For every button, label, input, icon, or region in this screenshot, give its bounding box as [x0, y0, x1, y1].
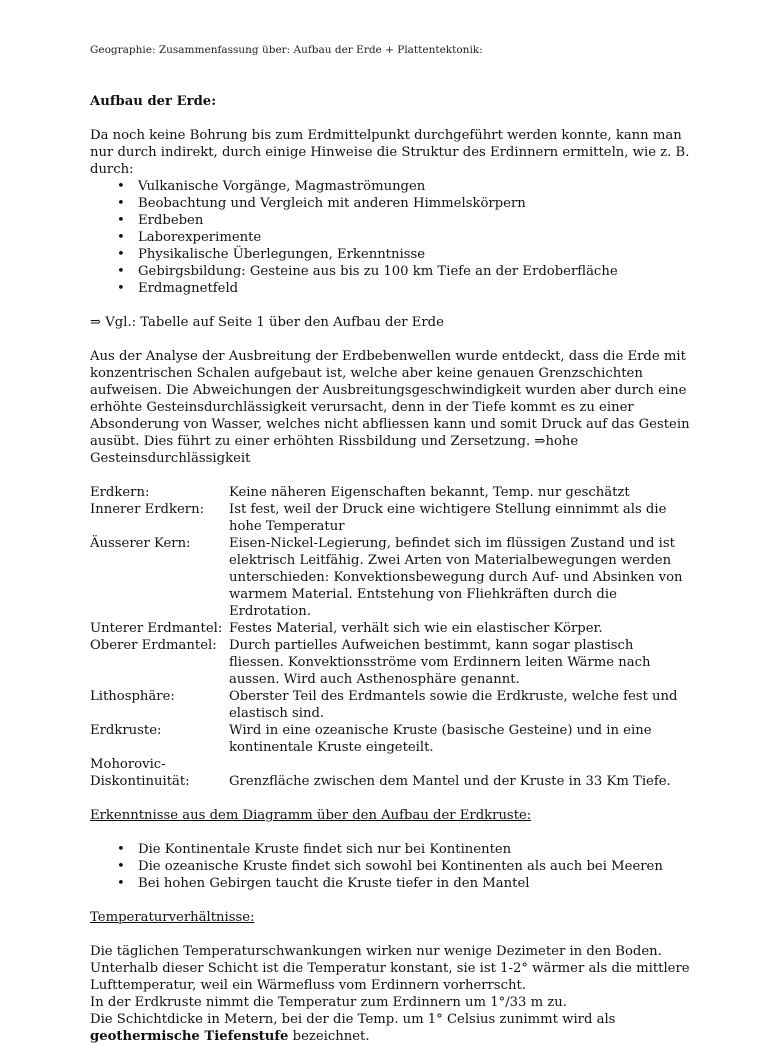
definition-term: Innerer Erdkern: [90, 502, 205, 517]
definition-list [90, 484, 690, 790]
document-body [90, 93, 690, 1045]
list-item: • Gebirgsbildung: Gesteine aus bis zu 100 km Tiefe an der Erdoberfläche [90, 263, 690, 280]
definition-desc [229, 756, 690, 790]
section-title-erdkruste: Erkenntnisse aus dem Diagramm über den Aufbau der Erdkruste: [90, 808, 532, 823]
definition-desc: Wird in eine ozeanische Kruste (basische Gesteine) und in eine kontinentale Kruste eingeteilt. [229, 723, 652, 755]
definition-row [90, 501, 690, 535]
list-item: • Beobachtung und Vergleich mit anderen Himmelskörpern [90, 195, 690, 212]
definition-row [90, 722, 690, 756]
definition-term: Erdkruste: [90, 723, 162, 738]
intro-paragraph: Da noch keine Bohrung bis zum Erdmittelpunkt durchgeführt werden konnte, kann man nur durch indirekt, durch einige Hinweise die Struktur des Erdinnern ermitteln, wie z. B. durch: [90, 128, 690, 177]
definition-row [90, 535, 690, 620]
definition-term: Lithosphäre: [90, 689, 175, 704]
definition-desc: Keine näheren Eigenschaften bekannt, Temp. nur geschätzt [229, 485, 630, 500]
definition-row [90, 688, 690, 722]
definition-term: Erdkern: [90, 485, 150, 500]
moho-desc: Grenzfläche zwischen dem Mantel und der Kruste in 33 Km Tiefe. [229, 774, 671, 789]
definition-term: Oberer Erdmantel: [90, 638, 217, 653]
section-title-temperatur: Temperaturverhältnisse: [90, 910, 255, 925]
page-header: Geographie: Zusammenfassung über: Aufbau der Erde + Plattentektonik: [90, 44, 483, 56]
definition-term [90, 756, 229, 790]
analysis-paragraph [90, 348, 690, 467]
implies-arrow-icon: ⇒ [534, 434, 546, 449]
definition-term: Äusserer Kern: [90, 536, 191, 551]
definition-row [90, 484, 690, 501]
definition-desc: Eisen-Nickel-Legierung, befindet sich im flüssigen Zustand und ist elektrisch Leitfähig. Zwei Arten von Materialbewegungen werden unterschieden: Konvektionsbewegung durch Auf- und Absinken von warmem Material. Entstehung von Fliehkräften durch die Erdrotation. [229, 536, 683, 619]
section-title-aufbau: Aufbau der Erde: [90, 94, 217, 109]
moho-term-line2: Diskontinuität: [90, 774, 190, 789]
list-item: • Bei hohen Gebirgen taucht die Kruste tiefer in den Mantel [90, 875, 690, 892]
list-item: • Laborexperimente [90, 229, 690, 246]
moho-term-line1: Mohorovic- [90, 757, 166, 772]
definition-desc: Festes Material, verhält sich wie ein elastischer Körper. [229, 621, 603, 636]
definition-desc: Oberster Teil des Erdmantels sowie die Erdkruste, welche fest und elastisch sind. [229, 689, 678, 721]
implies-arrow-icon: ⇒ [90, 315, 102, 330]
definition-row [90, 637, 690, 688]
evidence-list [90, 178, 690, 297]
list-item: • Physikalische Überlegungen, Erkenntnisse [90, 246, 690, 263]
list-item: • Die ozeanische Kruste findet sich sowohl bei Kontinenten als auch bei Meeren [90, 858, 690, 875]
para3-start: Die Schichtdicke in Metern, bei der die Temp. um 1° Celsius zunimmt wird als [90, 1012, 616, 1027]
definition-term: Unterer Erdmantel: [90, 621, 223, 636]
temperature-paragraph-2: In der Erdkruste nimmt die Temperatur zum Erdinnern um 1°/33 m zu. [90, 995, 567, 1010]
list-item: • Vulkanische Vorgänge, Magmaströmungen [90, 178, 690, 195]
definition-row [90, 620, 690, 637]
crust-findings-list [90, 841, 690, 892]
definition-desc: Durch partielles Aufweichen bestimmt, kann sogar plastisch fliessen. Konvektionsströme vom Erdinnern leiten Wärme nach aussen. Wird auch Asthenosphäre genannt. [229, 638, 651, 687]
geothermal-term: geothermische Tiefenstufe [90, 1029, 289, 1044]
list-item: • Die Kontinentale Kruste findet sich nur bei Kontinenten [90, 841, 690, 858]
analysis-text: Aus der Analyse der Ausbreitung der Erdbebenwellen wurde entdeckt, dass die Erde mit konzentrischen Schalen aufgebaut ist, welche aber keine genauen Grenzschichten aufweisen. Die Abweichungen der Ausbreitungsgeschwindigkeit wurden aber durch eine erhöhte Gesteinsdurchlässigkeit verursacht, denn in der Tiefe kommt es zu einer Absonderung von Wasser, welches nicht abfliessen kann und somit Druck auf das Gestein ausübt. Dies führt zu einer erhöhten Rissbildung und Zersetzung. [90, 349, 690, 449]
list-item: • Erdmagnetfeld [90, 280, 690, 297]
reference-line [90, 314, 690, 331]
analysis-conclusion: hohe Gesteinsdurchlässigkeit [90, 434, 579, 466]
reference-text: Vgl.: Tabelle auf Seite 1 über den Aufbau der Erde [105, 315, 444, 330]
temperature-paragraph-1: Die täglichen Temperaturschwankungen wirken nur wenige Dezimeter in den Boden. Unterhalb dieser Schicht ist die Temperatur konstant, sie ist 1-2° wärmer als die mittlere Lufttemperatur, weil ein Wärmefluss vom Erdinnern vorherrscht. [90, 944, 690, 993]
definition-desc: Ist fest, weil der Druck eine wichtigere Stellung einnimmt als die hohe Temperatur [229, 502, 667, 534]
para3-end: bezeichnet. [292, 1029, 370, 1044]
temperature-paragraph-3 [90, 1011, 690, 1045]
list-item: • Erdbeben [90, 212, 690, 229]
definition-row-moho [90, 756, 690, 790]
